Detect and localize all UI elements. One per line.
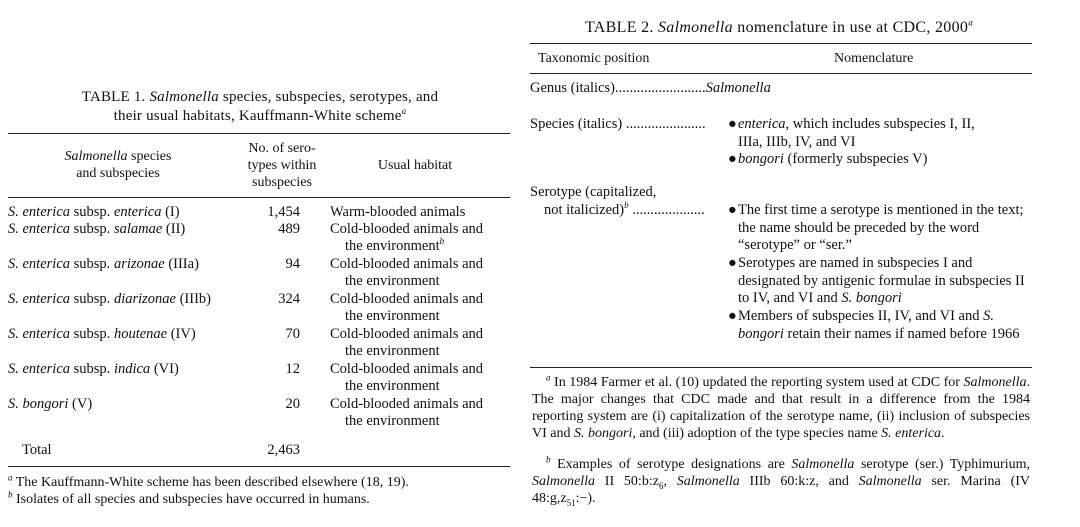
table1-serotype-count: 20 [285, 396, 300, 412]
table2-header-rule [530, 73, 1032, 74]
table1-serotype-count: 489 [278, 221, 300, 237]
table2-col2-header: Nomenclature [834, 51, 914, 66]
table1-title: TABLE 1. Salmonella species, subspecies, serotypes, and their usual habitats, Kauffmann-White scheme$^a$ [81, 89, 439, 124]
table2 [522, 14, 1036, 512]
bullet-icon: ● [728, 151, 737, 167]
table1-top-rule [8, 133, 510, 134]
table1-species-cell: S. enterica subsp. houtenae (IV) [8, 326, 196, 342]
table2-title: TABLE 2. Salmonella nomenclature in use at CDC, 2000$^a$ [585, 17, 973, 36]
table1-species-cell: S. enterica subsp. enterica (I) [8, 204, 180, 220]
bullet-icon: ● [728, 255, 737, 271]
table1-total-value: 2,463 [267, 442, 300, 458]
table2-top-rule [530, 43, 1032, 44]
table1-footnote-a: $^a$ The Kauffmann-White scheme has been described elsewhere (18, 19). [8, 472, 409, 490]
table1-col3-header: Usual habitat [377, 158, 453, 173]
table1-footnote-b: $^b$ Isolates of all species and subspecies have occurred in humans. [8, 489, 370, 507]
table2-bottom-rule [530, 367, 1032, 368]
table2-genus-row: Genus (italics).........................Salmonella [530, 80, 771, 96]
bullet-icon: ● [728, 202, 737, 218]
table2-species-bullet-1: ● enterica, which includes subspecies I, II, IIIa, IIIb, IV, and VI [728, 116, 975, 150]
table1-species-cell: S. enterica subsp. salamae (II) [8, 221, 186, 237]
table2-species-label: Species (italics) ...................... [530, 116, 706, 132]
table1-serotype-count: 324 [278, 291, 300, 307]
table2-footnote-b: $^b$ Examples of serotype designations are Salmonella serotype (ser.) Typhimurium, Salmonella II $50:b:z_6$, Salmonella IIIb 60:k:z, and Salmonella ser. Marina (IV $48:g,z_{51}:-$). [532, 454, 1030, 508]
table2-serotype-bullet-1: ● The first time a serotype is mentioned in the text; the name should be preceded by the word “serotype” or “ser.” [728, 202, 1024, 253]
table1-total-label: Total [22, 442, 52, 458]
table1-habitat-cell: Cold-blooded animals and the environment$^b$ [330, 221, 484, 254]
table2-species-bullet-2: ● bongori (formerly subspecies V) [728, 151, 928, 167]
table2-serotype-label: Serotype (capitalized, not italicized)$^b$ .................... [530, 184, 705, 218]
table2-serotype-bullet-2: ● Serotypes are named in subspecies I and designated by antigenic formulae in subspecies II to IV, and VI and S. bongori [728, 255, 1025, 306]
table1-species-cell: S. enterica subsp. diarizonae (IIIb) [8, 291, 211, 307]
table1-col2-header: No. of sero- types within subspecies [247, 141, 317, 190]
table1-serotype-count: 70 [285, 326, 300, 342]
table2-serotype-bullet-3: ● Members of subspecies II, IV, and VI and S. bongori retain their names if named before 1966 [728, 308, 1020, 342]
table1-species-cell: S. enterica subsp. indica (VI) [8, 361, 179, 377]
table1-serotype-count: 1,454 [267, 204, 300, 220]
table1-habitat-cell: Warm-blooded animals [330, 204, 466, 220]
table1-header-rule [8, 197, 510, 198]
table2-col1-header: Taxonomic position [538, 51, 650, 66]
table1 [0, 82, 510, 514]
table1-habitat-cell: Cold-blooded animals and the environment [330, 256, 484, 289]
table1-serotype-count: 94 [285, 256, 300, 272]
table2-footnote-a: $^a$ In 1984 Farmer et al. (10) updated the reporting system used at CDC for Salmonella. The major changes that CDC made and that result in a difference from the 1984 reporting system are (i) capitalization of the serotype name, (ii) inclusion of subspecies VI and S. bongori, and (iii) adoption of the type species name S. enterica. [532, 372, 1030, 441]
table1-habitat-cell: Cold-blooded animals and the environment [330, 361, 484, 394]
table1-serotype-count: 12 [285, 361, 300, 377]
table1-col1-header: Salmonella species and subspecies [64, 149, 172, 181]
table1-habitat-cell: Cold-blooded animals and the environment [330, 396, 484, 429]
bullet-icon: ● [728, 308, 737, 324]
table1-species-cell: S. bongori (V) [8, 396, 93, 412]
bullet-icon: ● [728, 116, 737, 132]
table1-habitat-cell: Cold-blooded animals and the environment [330, 326, 484, 359]
table1-bottom-rule [8, 466, 510, 467]
table1-species-cell: S. enterica subsp. arizonae (IIIa) [8, 256, 199, 272]
table1-habitat-cell: Cold-blooded animals and the environment [330, 291, 484, 324]
